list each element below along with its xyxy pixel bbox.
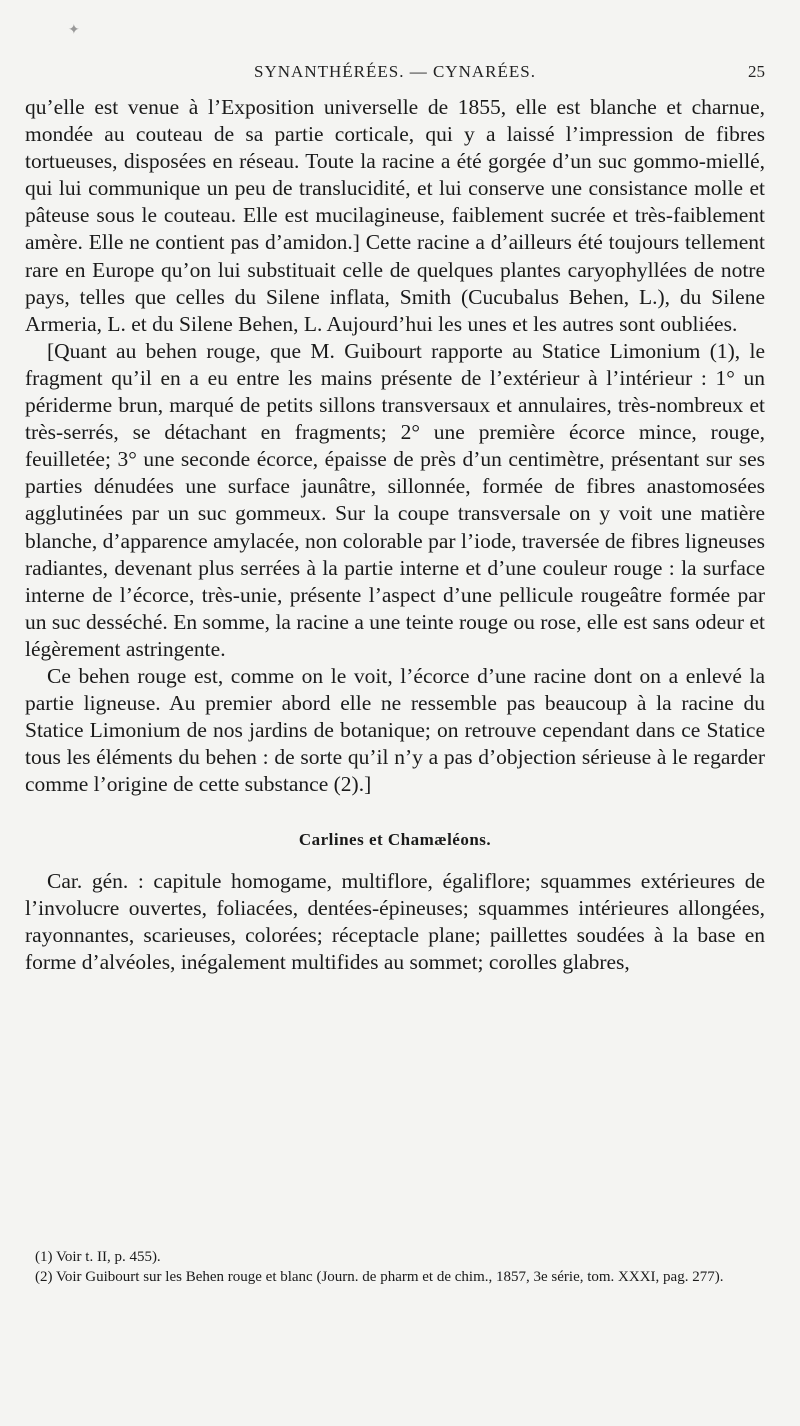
footnote-2: (2) Voir Guibourt sur les Behen rouge et blanc (Journ. de pharm et de chim., 1857, 3e série, tom. XXXI, pag. 277). [35,1269,724,1285]
section-heading: Carlines et Chamæléons. [298,830,492,850]
running-header [25,62,765,84]
footnotes [25,1247,765,1287]
footnote-1: (1) Voir t. II, p. 455). [35,1249,161,1265]
page-number: 25 [748,62,765,81]
section-paragraph: Car. gén. : capitule homogame, multiflore, égaliflore; squammes extérieures de l’involucre ouvertes, foliacées, dentées-épineuses; squammes intérieures allongées, rayonnantes, scarieuses, colorées; réceptacle plane; paillettes soudées à la base en forme d’alvéoles, inégalement multifides au sommet; corolles glabres, [25,868,765,974]
main-text [25,94,765,976]
paragraph-2: [Quant au behen rouge, que M. Guibourt rapporte au Statice Limonium (1), le fragment qu’il en a eu entre les mains présente de l’extérieur à l’intérieur : 1° un périderme brun, marqué de petits sillons transversaux et annulaires, très-nombreux et très-serrés, se détachant en fragments; 2° une première écorce mince, rouge, feuilletée; 3° une seconde écorce, épaisse de près d’un centimètre, présentant sur ses parties dénudées une surface jaunâtre, sillonnée, formée de fibres anastomosées agglutinées par un suc gommeux. Sur la coupe transversale on y voit une matière blanche, d’apparence amylacée, non colorable par l’iode, traversée de fibres ligneuses radiantes, devenant plus serrées à la partie interne et d’une couleur rouge : la surface interne de l’écorce, très-unie, présente l’aspect d’une pellicule rougeâtre formée par un suc desséché. En somme, la racine a une teinte rouge ou rose, elle est sans odeur et légèrement astringente. [25,338,765,661]
print-mark: ✦ [68,23,80,38]
paragraph-1: qu’elle est venue à l’Exposition universelle de 1855, elle est blanche et charnue, mondée au couteau de sa partie corticale, qui y a laissé l’impression de fibres tortueuses, disposées en réseau. Toute la racine a été gorgée d’un suc gommo-miellé, qui lui communique un peu de translucidité, et lui conserve une consistance molle et pâteuse sous le couteau. Elle est mucilagineuse, faiblement sucrée et très-faiblement amère. Elle ne contient pas d’amidon.] Cette racine a d’ailleurs été toujours tellement rare en Europe qu’on lui substituait celle de quelques plantes caryophyllées de notre pays, telles que celles du Silene inflata, Smith (Cucubalus Behen, L.), du Silene Armeria, L. et du Silene Behen, L. Aujourd’hui les unes et les autres sont oubliées. [25,95,765,336]
paragraph-3: Ce behen rouge est, comme on le voit, l’écorce d’une racine dont on a enlevé la partie ligneuse. Au premier abord elle ne ressemble pas beaucoup à la racine du Statice Limonium de nos jardins de botanique; on retrouve cependant dans ce Statice tous les éléments du behen : de sorte qu’il n’y a pas d’objection sérieuse à le regarder comme l’origine de cette substance (2).] [25,663,765,797]
running-title: SYNANTHÉRÉES. — CYNARÉES. [254,62,536,81]
